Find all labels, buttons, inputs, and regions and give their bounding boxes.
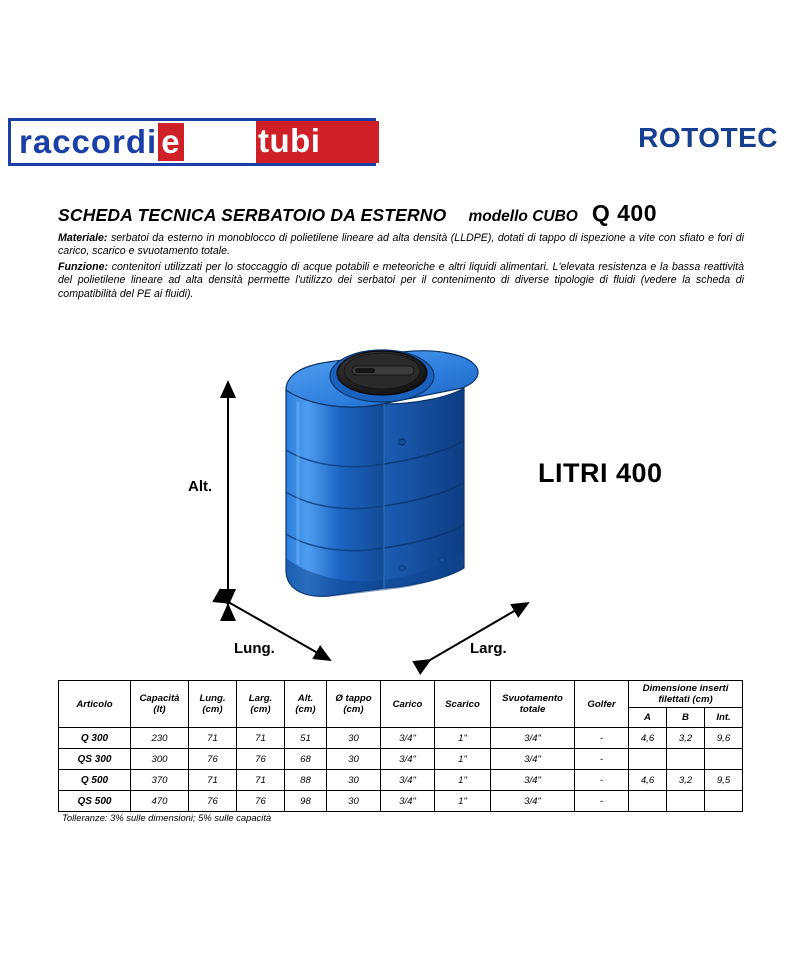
cell-inserto-int: 9,5: [705, 770, 743, 791]
specifications-table-wrap: [58, 680, 742, 812]
cell-tappo: 30: [327, 770, 381, 791]
cell-inserto-b: [667, 791, 705, 812]
th-capacita-label: Capacità: [139, 693, 180, 704]
page-header: [0, 118, 800, 180]
materiale-text: serbatoi da esterno in monoblocco di polietilene lineare ad alta densità (LLDPE), dotati di tappo di ispezione a vite con sfiato e fori di carico, scarico e svuotamento totale.: [58, 232, 744, 258]
cell-larg: 76: [237, 749, 285, 770]
cell-svuotamento: 3/4": [491, 749, 575, 770]
th-capacita: [131, 681, 189, 728]
th-tappo-unit: (cm): [343, 704, 364, 715]
logo-text: [11, 123, 185, 161]
cell-larg: 76: [237, 791, 285, 812]
cell-articolo: QS 300: [59, 749, 131, 770]
cell-lung: 71: [189, 770, 237, 791]
materiale-label: Materiale:: [58, 232, 108, 244]
cell-golfer: -: [575, 749, 629, 770]
cell-capacita: 370: [131, 770, 189, 791]
cell-capacita: 470: [131, 791, 189, 812]
table-header-row-1: [59, 681, 743, 708]
sheet-title-row: [58, 200, 758, 227]
logo-word-e-highlight: e: [158, 123, 183, 161]
cell-inserto-a: 4,6: [629, 728, 667, 749]
cell-alt: 51: [285, 728, 327, 749]
cell-articolo: QS 500: [59, 791, 131, 812]
table-body: [59, 728, 743, 812]
logo-red-block: [256, 121, 379, 163]
th-alt-unit: (cm): [295, 704, 316, 715]
cell-scarico: 1": [435, 770, 491, 791]
logo-word-raccordi: raccordi: [19, 123, 158, 160]
th-inserti-label2: filettati (cm): [658, 694, 713, 705]
rototec-brand: ROTOTEC: [638, 122, 778, 153]
cell-inserto-b: 3,2: [667, 770, 705, 791]
cell-svuotamento: 3/4": [491, 791, 575, 812]
tank-drawing: [252, 342, 542, 632]
dimension-label-larg: Larg.: [470, 640, 507, 657]
cell-carico: 3/4": [381, 728, 435, 749]
th-larg-label: Larg.: [248, 693, 273, 704]
funzione-paragraph: [58, 261, 744, 301]
product-illustration: [0, 330, 800, 675]
cell-inserto-int: [705, 791, 743, 812]
th-larg: [237, 681, 285, 728]
cell-inserto-int: [705, 749, 743, 770]
cell-inserto-a: 4,6: [629, 770, 667, 791]
cell-carico: 3/4": [381, 749, 435, 770]
cell-capacita: 230: [131, 728, 189, 749]
th-lung-unit: (cm): [202, 704, 223, 715]
th-inserto-int: Int.: [705, 708, 743, 728]
cell-larg: 71: [237, 728, 285, 749]
cell-articolo: Q 500: [59, 770, 131, 791]
materiale-paragraph: [58, 232, 744, 259]
tolerance-note: Tolleranze: 3% sulle dimensioni; 5% sulle capacità: [62, 812, 272, 823]
table-row: [59, 791, 743, 812]
cell-golfer: -: [575, 770, 629, 791]
dimension-label-alt: Alt.: [188, 478, 213, 495]
description-block: [58, 232, 744, 303]
cell-articolo: Q 300: [59, 728, 131, 749]
page-title: SCHEDA TECNICA SERBATOIO DA ESTERNO: [58, 205, 447, 225]
cell-golfer: -: [575, 728, 629, 749]
th-svuotamento: [491, 681, 575, 728]
cell-larg: 71: [237, 770, 285, 791]
th-alt-label: Alt.: [297, 693, 314, 704]
th-carico: Carico: [381, 681, 435, 728]
cell-scarico: 1": [435, 728, 491, 749]
cell-inserto-a: [629, 791, 667, 812]
cell-svuotamento: 3/4": [491, 728, 575, 749]
cell-tappo: 30: [327, 791, 381, 812]
th-inserto-a: A: [629, 708, 667, 728]
table-row: [59, 770, 743, 791]
cell-tappo: 30: [327, 749, 381, 770]
th-golfer: Golfer: [575, 681, 629, 728]
cell-inserto-int: 9,6: [705, 728, 743, 749]
th-alt: [285, 681, 327, 728]
table-row: [59, 749, 743, 770]
cell-scarico: 1": [435, 791, 491, 812]
model-code: Q 400: [591, 200, 657, 226]
cell-tappo: 30: [327, 728, 381, 749]
model-label: modello CUBO: [468, 208, 578, 225]
th-tappo: [327, 681, 381, 728]
dimension-label-lung: Lung.: [234, 640, 275, 657]
tank-svg: [252, 342, 542, 642]
th-larg-unit: (cm): [250, 704, 271, 715]
cell-lung: 76: [189, 749, 237, 770]
th-svuotamento-label: Svuotamento: [502, 693, 563, 704]
cell-carico: 3/4": [381, 791, 435, 812]
funzione-label: Funzione:: [58, 260, 109, 273]
th-inserti-label: Dimensione inserti: [642, 683, 729, 694]
th-svuotamento-label2: totale: [519, 704, 546, 715]
th-capacita-unit: (lt): [153, 704, 166, 715]
cell-alt: 68: [285, 749, 327, 770]
table-row: [59, 728, 743, 749]
cell-inserto-b: 3,2: [667, 728, 705, 749]
capacity-label: LITRI 400: [538, 458, 663, 488]
th-tappo-label: Ø tappo: [335, 693, 372, 704]
cell-capacita: 300: [131, 749, 189, 770]
cell-alt: 88: [285, 770, 327, 791]
cell-lung: 76: [189, 791, 237, 812]
cell-svuotamento: 3/4": [491, 770, 575, 791]
th-inserto-b: B: [667, 708, 705, 728]
th-articolo: Articolo: [59, 681, 131, 728]
th-lung: [189, 681, 237, 728]
specifications-table: [58, 680, 743, 812]
th-scarico: Scarico: [435, 681, 491, 728]
th-inserti: [629, 681, 743, 708]
logo-word-tubi: tubi: [258, 122, 321, 159]
cell-golfer: -: [575, 791, 629, 812]
cell-inserto-b: [667, 749, 705, 770]
raccordi-e-tubi-logo: [8, 118, 376, 166]
cell-carico: 3/4": [381, 770, 435, 791]
cell-scarico: 1": [435, 749, 491, 770]
inspection-cap-icon: [330, 350, 434, 402]
th-lung-label: Lung.: [199, 693, 226, 704]
cell-inserto-a: [629, 749, 667, 770]
funzione-text: contenitori utilizzati per lo stoccaggio di acque potabili e meteoriche e altri liquidi alimentari. L'elevata resistenza e la bassa reattività del polietilene lineare ad alta densità permette l'utilizzo dei serbatoi per il contenimento di diverse tipologie di fluidi (vedere la scheda di compatibilità del PE ai fluidi).: [58, 260, 744, 300]
cell-alt: 98: [285, 791, 327, 812]
cell-lung: 71: [189, 728, 237, 749]
